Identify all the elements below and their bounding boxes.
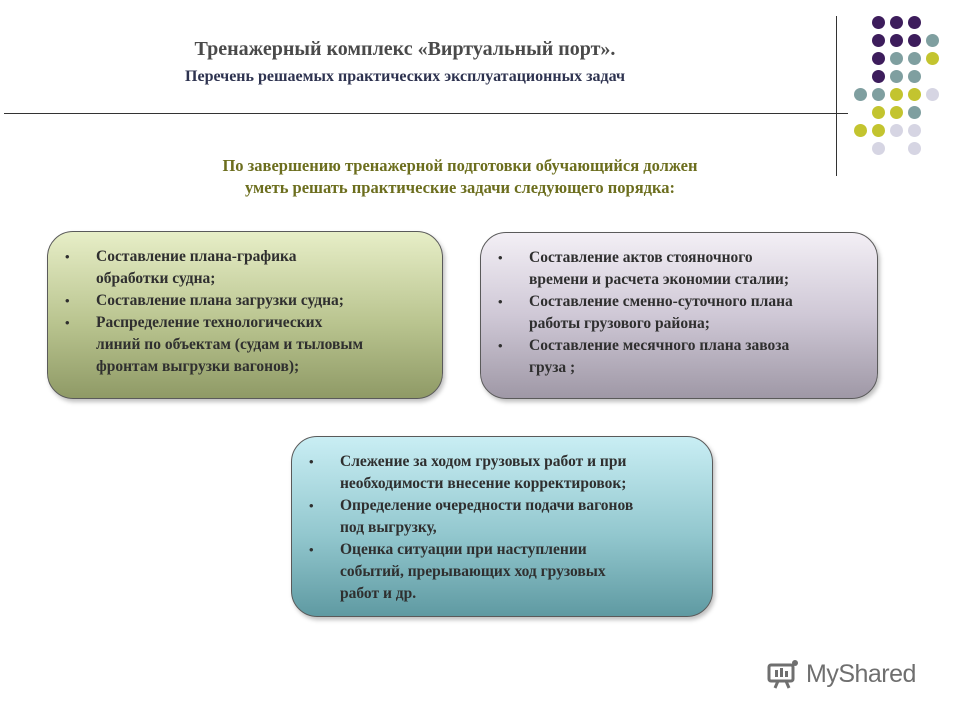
tasks-box-reports <box>480 232 878 399</box>
bullet-icon: • <box>309 542 314 557</box>
tasks-box-planning <box>47 231 443 399</box>
myshared-logo-icon <box>766 657 800 691</box>
intro-line-2: уметь решать практические задачи следующего порядка: <box>245 178 675 197</box>
list-item-line: обработки судна; <box>96 270 216 287</box>
watermark-text: MyShared <box>806 659 916 688</box>
list-item-line: работы грузового района; <box>529 315 710 332</box>
tasks-list <box>481 247 877 379</box>
decorative-dot <box>908 16 921 29</box>
decorative-dot <box>872 124 885 137</box>
list-item-line: Распределение технологических <box>96 314 323 331</box>
decorative-dot <box>926 88 939 101</box>
tasks-list <box>48 246 442 378</box>
decorative-dot <box>872 106 885 119</box>
list-item-line: работ и др. <box>340 585 417 602</box>
list-item-line: Составление сменно-суточного плана <box>529 293 793 310</box>
decorative-dot <box>872 16 885 29</box>
list-item-line: времени и расчета экономии сталии; <box>529 271 789 288</box>
list-item-line: линий по объектам (судам и тыловым <box>96 336 364 353</box>
decorative-dot <box>872 52 885 65</box>
decorative-dot <box>908 70 921 83</box>
bullet-icon: • <box>309 454 314 469</box>
slide-title: Тренажерный комплекс «Виртуальный порт». <box>194 38 616 60</box>
decorative-dot <box>890 124 903 137</box>
list-item <box>292 495 712 539</box>
decorative-dot <box>890 52 903 65</box>
decorative-dot <box>908 52 921 65</box>
list-item <box>292 539 712 605</box>
decorative-dot <box>872 34 885 47</box>
decorative-dot <box>908 34 921 47</box>
decorative-dot <box>890 88 903 101</box>
list-item-line: Определение очередности подачи вагонов <box>340 497 634 514</box>
list-item-line: Составление месячного плана завоза <box>529 337 790 354</box>
decorative-dot <box>908 124 921 137</box>
decorative-dot <box>890 34 903 47</box>
bullet-icon: • <box>498 294 503 309</box>
bullet-icon: • <box>65 315 70 330</box>
bullet-icon: • <box>65 249 70 264</box>
decorative-dot <box>908 88 921 101</box>
decorative-dot <box>908 106 921 119</box>
list-item <box>48 290 442 312</box>
decorative-dot <box>908 142 921 155</box>
list-item-line: Составление плана загрузки судна; <box>96 292 344 309</box>
decorative-dot <box>926 34 939 47</box>
tasks-list <box>292 451 712 605</box>
list-item <box>481 291 877 335</box>
decorative-dot <box>854 124 867 137</box>
list-item <box>292 451 712 495</box>
decorative-dot <box>926 52 939 65</box>
myshared-watermark[interactable] <box>766 656 916 692</box>
decorative-dot <box>872 70 885 83</box>
list-item <box>48 246 442 290</box>
bullet-icon: • <box>498 338 503 353</box>
list-item <box>48 312 442 378</box>
list-item-line: Составление плана-графика <box>96 248 297 265</box>
list-item <box>481 335 877 379</box>
bullet-icon: • <box>498 250 503 265</box>
list-item <box>481 247 877 291</box>
header-divider <box>4 113 848 114</box>
list-item-line: Слежение за ходом грузовых работ и при <box>340 453 627 470</box>
decorative-dot <box>872 88 885 101</box>
list-item-line: груза ; <box>529 359 576 376</box>
bullet-icon: • <box>309 498 314 513</box>
bullet-icon: • <box>65 293 70 308</box>
decorative-dot <box>854 88 867 101</box>
decorative-dot <box>872 142 885 155</box>
list-item-line: фронтам выгрузки вагонов); <box>96 358 300 375</box>
intro-text <box>110 155 810 199</box>
vertical-divider <box>836 16 837 176</box>
list-item-line: Составление актов стояночного <box>529 249 753 266</box>
decorative-dot <box>890 70 903 83</box>
slide-subtitle: Перечень решаемых практических эксплуатационных задач <box>185 68 625 85</box>
list-item-line: необходимости внесение корректировок; <box>340 475 627 492</box>
list-item-line: событий, прерывающих ход грузовых <box>340 563 606 580</box>
intro-line-1: По завершению тренажерной подготовки обучающийся должен <box>222 156 698 175</box>
tasks-box-monitoring <box>291 436 713 617</box>
decorative-dot <box>890 16 903 29</box>
list-item-line: Оценка ситуации при наступлении <box>340 541 587 558</box>
list-item-line: под выгрузку, <box>340 519 437 536</box>
decorative-dot <box>890 106 903 119</box>
